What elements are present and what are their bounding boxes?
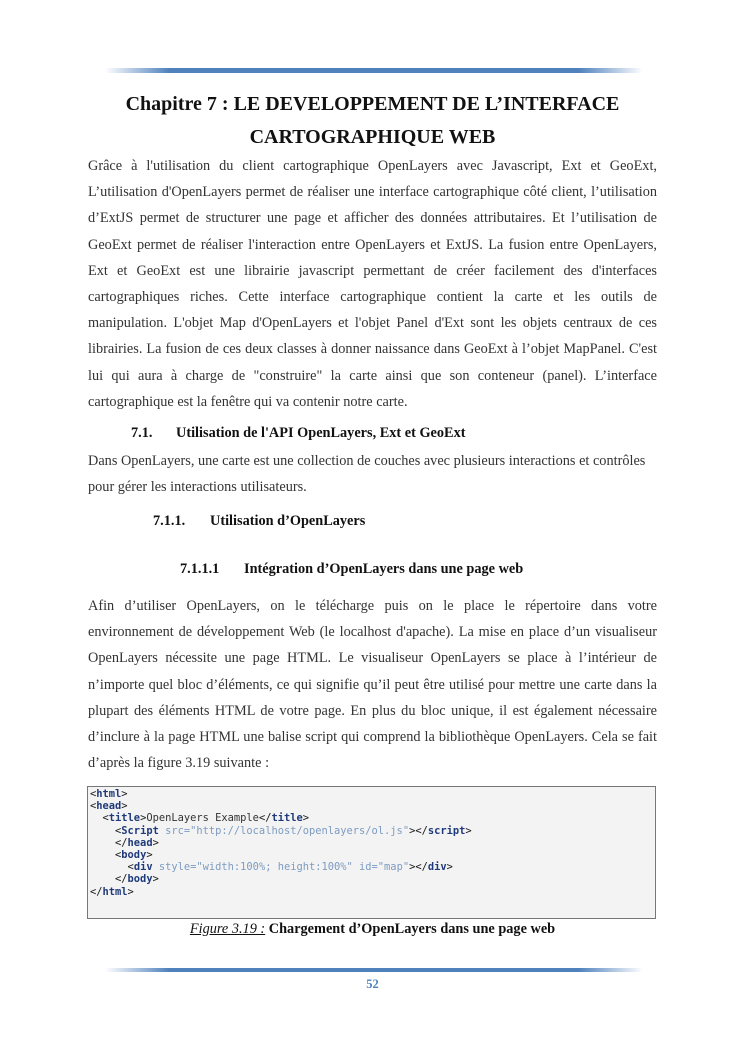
code-tag: script: [427, 824, 466, 837]
figure-caption: [88, 921, 657, 938]
chapter-title: [88, 88, 657, 154]
code-tag: title: [271, 812, 303, 825]
code-tag: div: [427, 861, 447, 874]
code-indent: [90, 825, 115, 837]
code-line: <head>: [90, 800, 128, 813]
figure-label: Figure 3.19 :: [189, 921, 266, 937]
section-7-1-1-title: Utilisation d’OpenLayers: [210, 513, 366, 529]
section-7-1-1-1-paragraph: Afin d’utiliser OpenLayers, on le télécharge puis on le place le répertoire dans votre environnement de développement Web (le localhost d'apache). La mise en place d’un visualiseur OpenLayers nécessite une page HTML. Le visualiseur OpenLayers se place à l’intérieur de n’importe quel bloc d’éléments, ce qui signifie qu’il peut être utilisé pour mettre une carte dans la plupart des éléments HTML de votre page. En plus du bloc unique, il est également nécessaire d’inclure à la page HTML une balise script qui comprend la bibliothèque OpenLayers. Cela se fait d’après la figure 3.19 suivante :: [88, 598, 657, 772]
section-7-1-1-number: 7.1.1.: [153, 513, 186, 529]
code-indent: [90, 861, 128, 873]
code-tag: title: [108, 812, 141, 825]
code-attribute: style="width:100%; height:100%" id="map": [152, 861, 410, 874]
code-tag: head: [96, 800, 122, 813]
code-tag: body: [127, 873, 153, 886]
page-number: 52: [366, 977, 379, 991]
code-indent: [90, 849, 115, 861]
footer-rule: [105, 968, 643, 972]
code-line: </body>: [90, 873, 653, 885]
section-7-1-title: Utilisation de l'API OpenLayers, Ext et GeoExt: [176, 425, 466, 441]
intro-paragraph: Grâce à l'utilisation du client cartographique OpenLayers avec Javascript, Ext et GeoExt, L’utilisation d'OpenLayers permet de réaliser une interface cartographique côté client, l’utilisation d’ExtJS permet de structurer une page et afficher des données attributaires. Et l’utilisation de GeoExt permet de réaliser l'interaction entre OpenLayers et ExtJS. La fusion entre OpenLayers, Ext et GeoExt est une librairie javascript permettant de créer facilement des d'interfaces cartographiques riches. Cette interface cartographique contient la carte et les outils de manipulation. L'objet Map d'OpenLayers et l'objet Panel d'Ext sont les objets centraux de ces librairies. La fusion de ces deux classes à donner naissance dans GeoExt à l’objet MapPanel. C'est lui qui aura à charge de "construire" la carte ainsi que son conteneur (panel). L’interface cartographique est la fenêtre qui va contenir notre carte.: [88, 158, 657, 410]
code-line: </head>: [90, 837, 653, 849]
section-7-1-paragraph: Dans OpenLayers, une carte est une collection de couches avec plusieurs interactions et contrôles pour gérer les interactions utilisateurs.: [88, 453, 646, 496]
section-7-1-1-1-number: 7.1.1.1: [180, 561, 220, 577]
code-indent: [90, 873, 115, 885]
code-text: OpenLayers Example: [146, 812, 259, 825]
code-indent: [90, 837, 115, 849]
code-attribute: src="http://localhost/openlayers/ol.js": [158, 824, 410, 837]
code-line: <div style="width:100%; height:100%" id="map"></div>: [90, 861, 653, 873]
chapter-title-line-2: CARTOGRAPHIQUE WEB: [249, 126, 496, 148]
section-7-1-1-1-heading: [180, 561, 523, 578]
code-line: <html>: [90, 788, 128, 800]
code-tag: html: [96, 788, 122, 800]
section-7-1-1-heading: [153, 513, 365, 530]
section-7-1-number: 7.1.: [131, 425, 153, 441]
code-tag: head: [127, 836, 153, 849]
section-7-1-1-1-title: Intégration d’OpenLayers dans une page web: [244, 561, 524, 577]
code-tag: html: [102, 885, 128, 898]
figure-title: Chargement d’OpenLayers dans une page web: [268, 921, 556, 937]
code-indent: [90, 812, 103, 824]
code-tag: div: [133, 861, 153, 874]
code-line: <Script src="http://localhost/openlayers/ol.js"></script>: [90, 825, 653, 837]
chapter-title-line-1: Chapitre 7 : LE DEVELOPPEMENT DE L’INTERFACE: [125, 93, 620, 115]
code-line: <title>OpenLayers Example</title>: [90, 812, 653, 824]
code-line: </html>: [90, 885, 134, 898]
header-rule: [105, 68, 643, 73]
section-7-1-heading: [131, 425, 466, 442]
code-tag: body: [121, 848, 147, 861]
code-tag: Script: [121, 824, 159, 837]
code-listing: [87, 786, 656, 919]
code-line: <body>: [90, 849, 653, 861]
